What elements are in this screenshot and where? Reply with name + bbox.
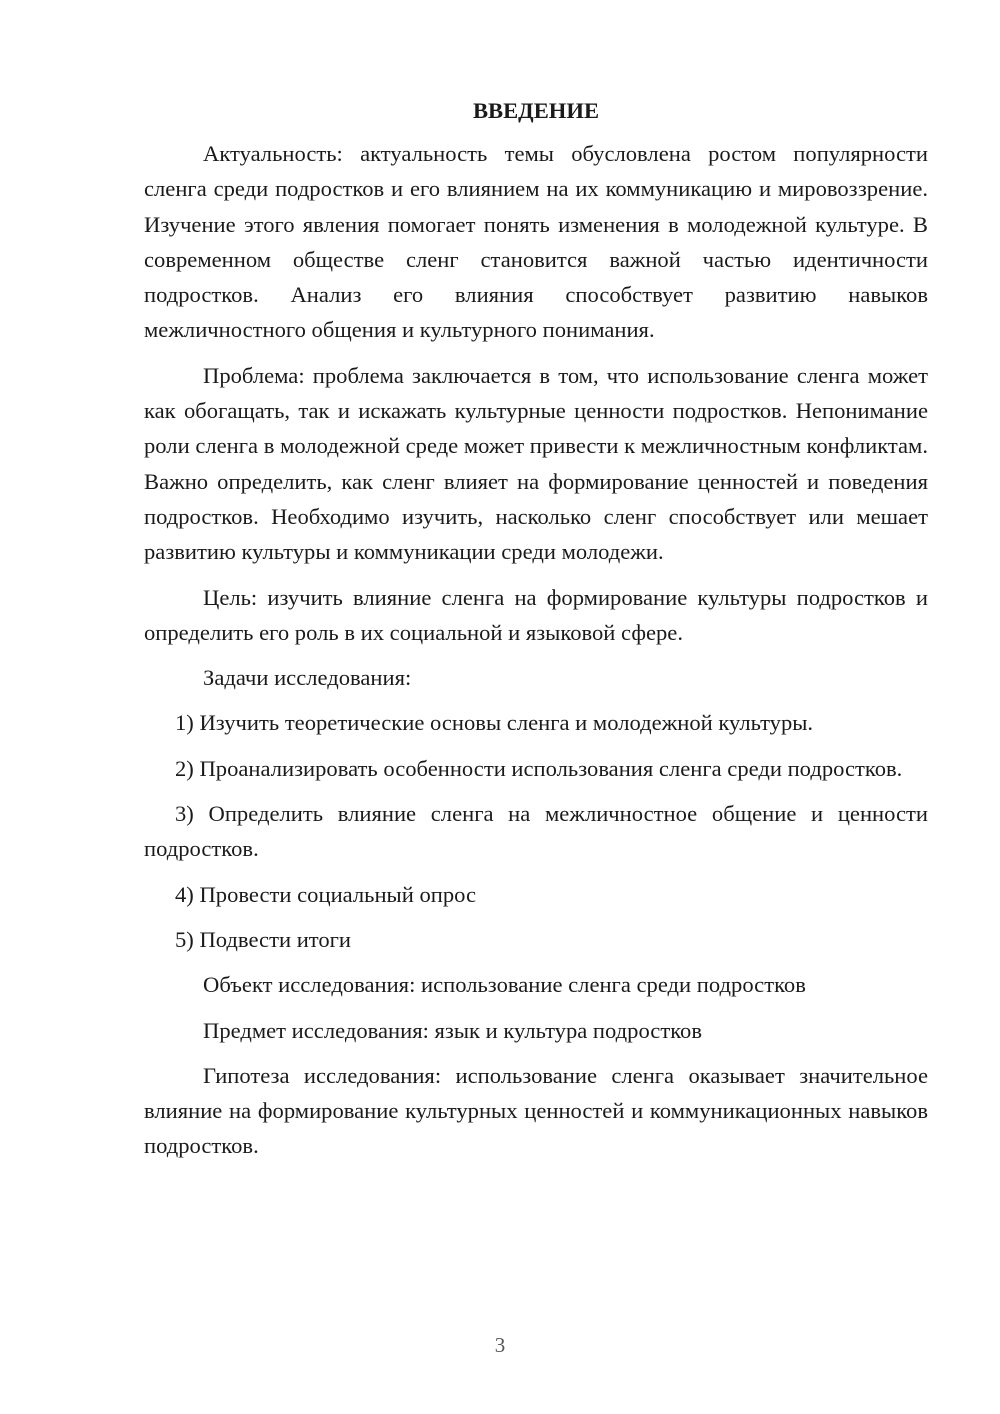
relevance-paragraph: Актуальность: актуальность темы обусловлена ростом популярности сленга среди подростков и его влиянием на их коммуникацию и мировоззрение. Изучение этого явления помогает понять изменения в молодежной культуре. В современном обществе сленг становится важной частью идентичности подростков. Анализ его влияния способствует развитию навыков межличностного общения и культурного понимания. [144,141,928,343]
research-hypothesis: Гипотеза исследования: использование сленга оказывает значительное влияние на формирование культурных ценностей и коммуникационных навыков подростков. [144,1062,928,1159]
section-title: ВВЕДЕНИЕ [472,98,600,123]
task-item-1: 1) Изучить теоретические основы сленга и молодежной культуры. [175,710,814,736]
document-page [144,96,928,1174]
page-number: 3 [494,1333,506,1357]
task-item-2: 2) Проанализировать особенности использования сленга среди подростков. [175,755,903,781]
research-object: Объект исследования: использование сленга среди подростков [203,972,806,998]
task-item-4: 4) Провести социальный опрос [175,881,477,907]
task-item-3: 3) Определить влияние сленга на межличностное общение и ценности подростков. [144,801,928,862]
research-subject: Предмет исследования: язык и культура подростков [203,1017,703,1043]
goal-paragraph: Цель: изучить влияние сленга на формирование культуры подростков и определить его роль в их социальной и языковой сфере. [144,584,928,645]
tasks-heading: Задачи исследования: [203,665,412,691]
problem-paragraph: Проблема: проблема заключается в том, что использование сленга может как обогащать, так и искажать культурные ценности подростков. Непонимание роли сленга в молодежной среде может привести к межличностным конфликтам. Важно определить, как сленг влияет на формирование ценностей и поведения подростков. Необходимо изучить, насколько сленг способствует или мешает развитию культуры и коммуникации среди молодежи. [144,362,928,565]
task-item-5: 5) Подвести итоги [175,926,352,952]
